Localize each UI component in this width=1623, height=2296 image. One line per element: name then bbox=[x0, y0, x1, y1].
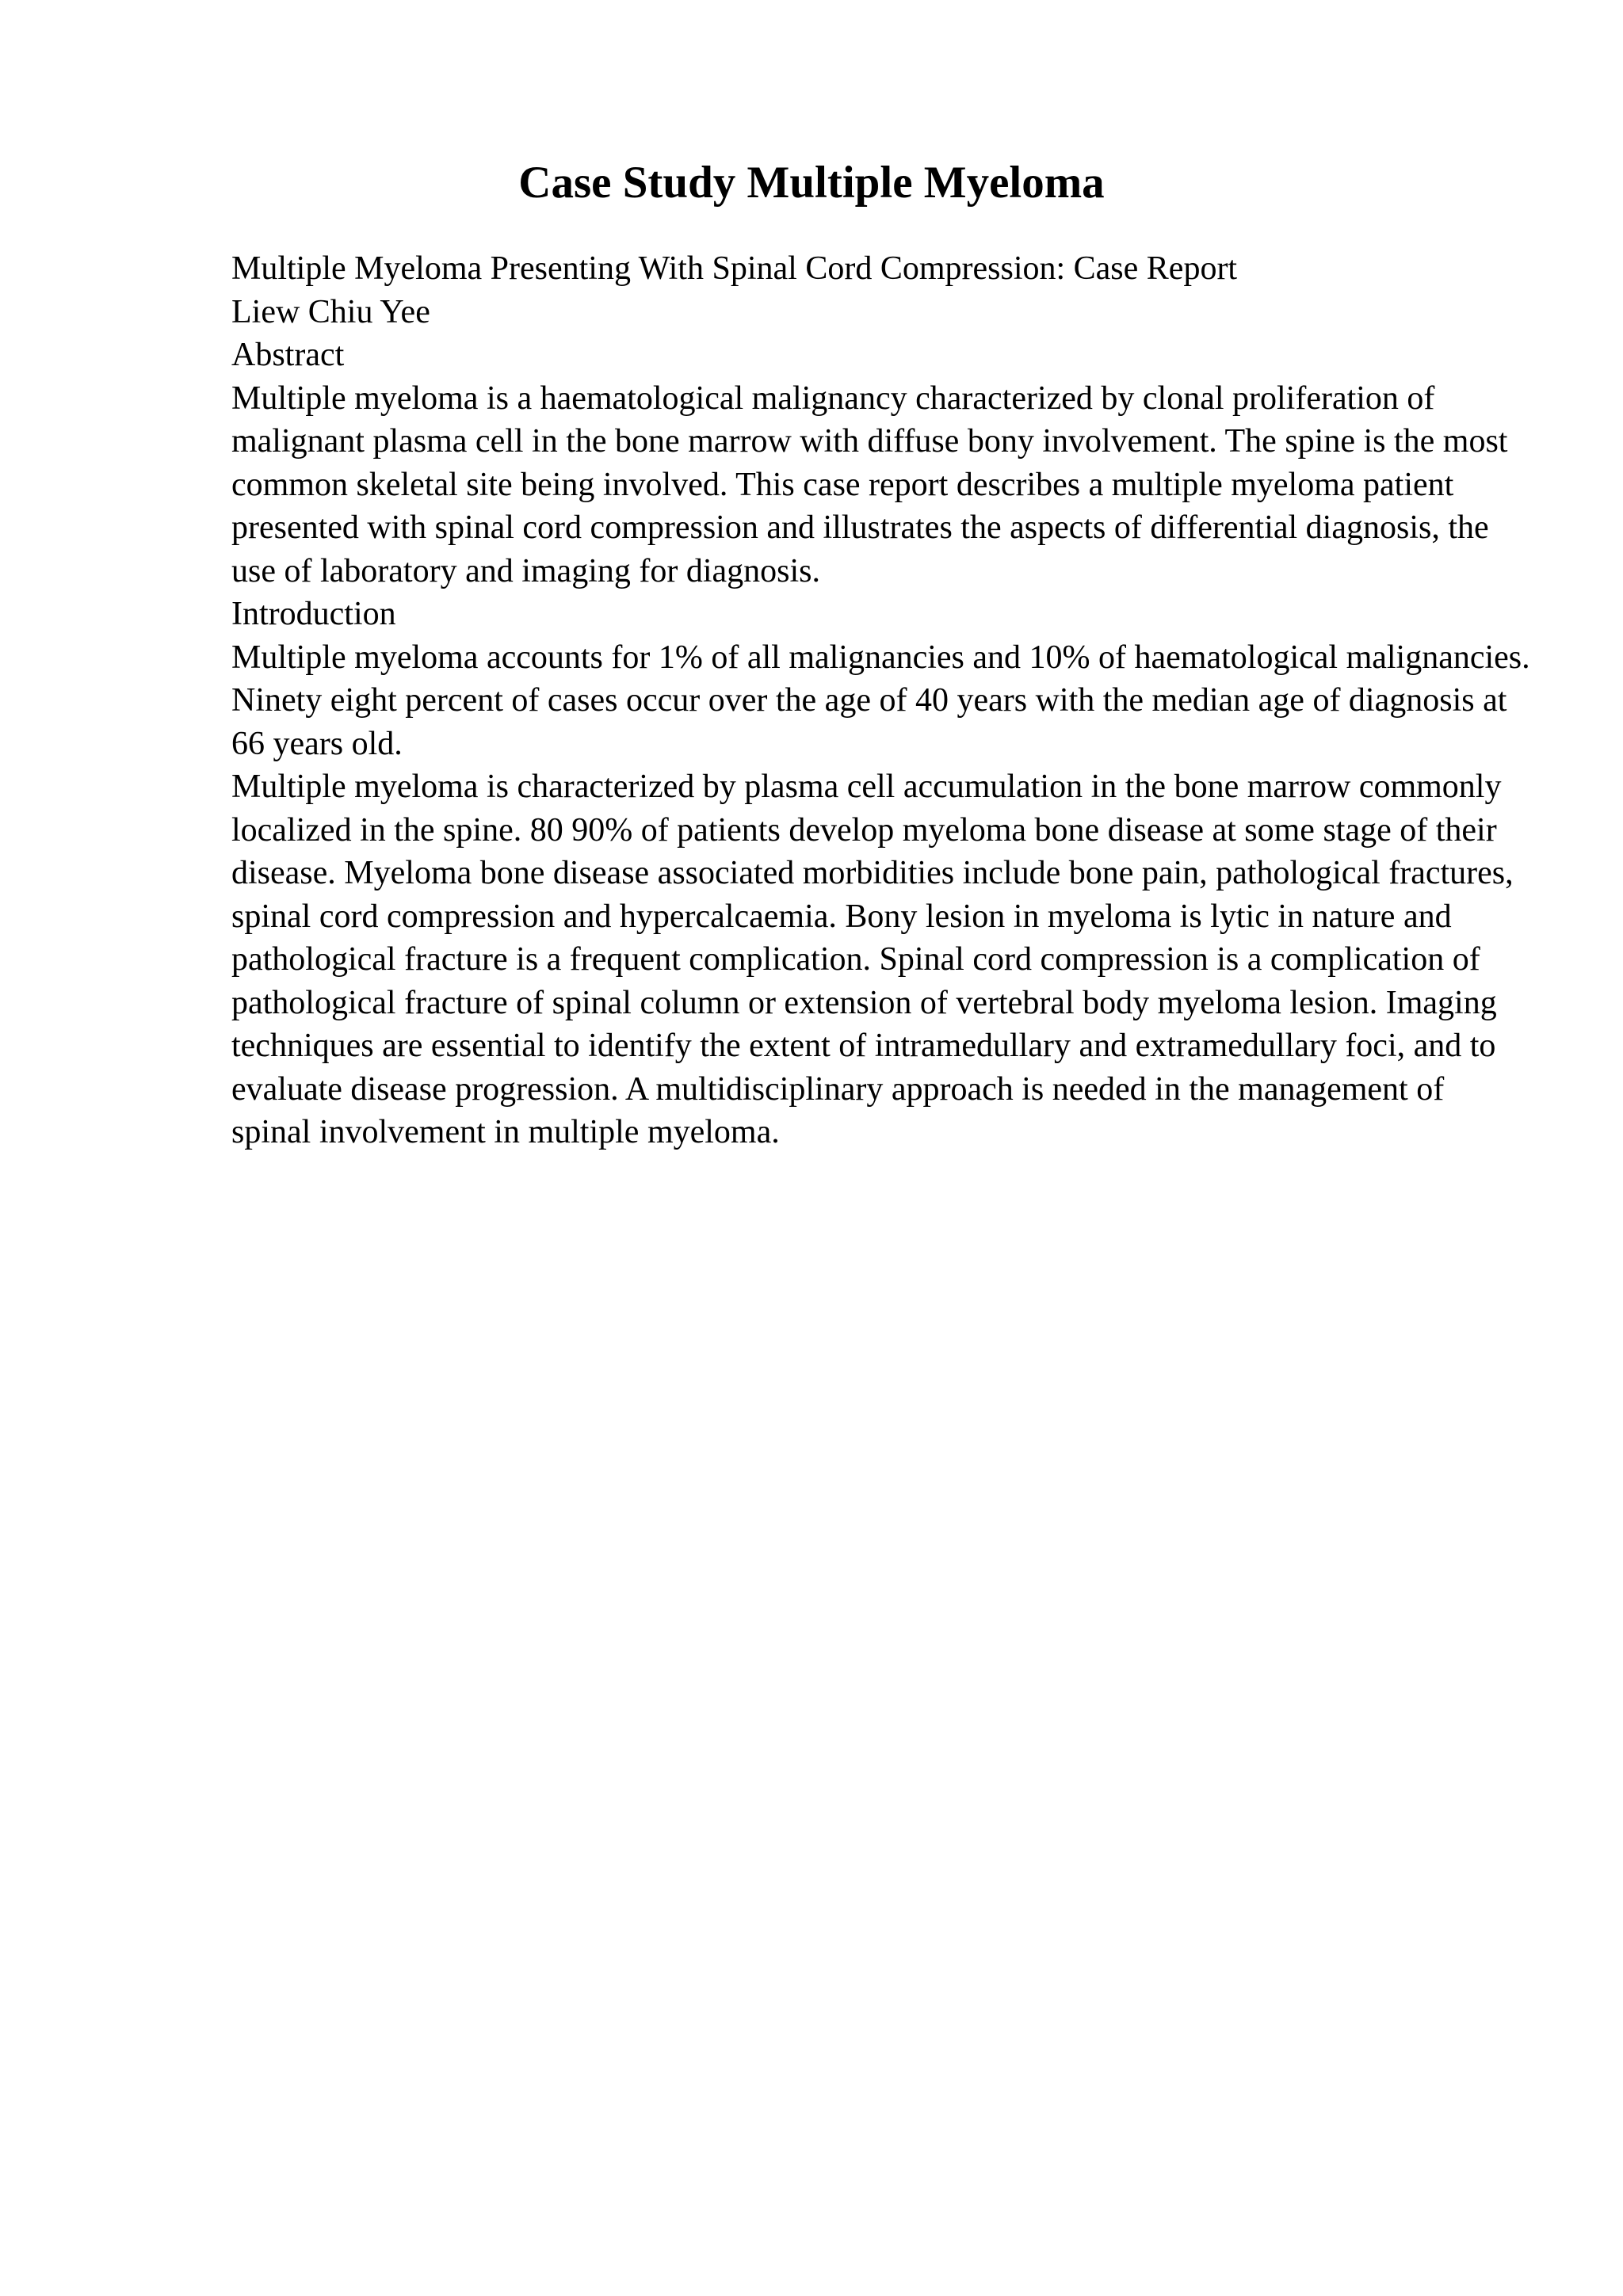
introduction-paragraph-1: Multiple myeloma accounts for 1% of all malignancies and 10% of haematological malignancies. Ninety eight percent of cases occur over the age of 40 years with the median age of diagnosis at 66 years old. bbox=[231, 639, 1530, 762]
abstract-paragraph: Multiple myeloma is a haematological malignancy characterized by clonal proliferation of malignant plasma cell in the bone marrow with diffuse bony involvement. The spine is the most common skeletal site being involved. This case report describes a multiple myeloma patient presented with spinal cord compression and illustrates the aspects of differential diagnosis, the use of laboratory and imaging for diagnosis. bbox=[231, 379, 1508, 589]
introduction-paragraph-2: Multiple myeloma is characterized by plasma cell accumulation in the bone marrow commonly localized in the spine. 80 90% of patients develop myeloma bone disease at some stage of their disease. Myeloma bone disease associated morbidities include bone pain, pathological fractures, spinal cord compression and hypercalcaemia. Bony lesion in myeloma is lytic in nature and pathological fracture is a frequent complication. Spinal cord compression is a complication of pathological fracture of spinal column or extension of vertebral body myeloma lesion. Imaging techniques are essential to identify the extent of intramedullary and extramedullary foci, and to evaluate disease progression. A multidisciplinary approach is needed in the management of spinal involvement in multiple myeloma. bbox=[231, 769, 1514, 1150]
report-title: Multiple Myeloma Presenting With Spinal Cord Compression: Case Report bbox=[231, 250, 1238, 287]
author-name: Liew Chiu Yee bbox=[231, 293, 430, 330]
document-title: Case Study Multiple Myeloma bbox=[518, 158, 1105, 208]
document-body bbox=[231, 247, 1531, 1154]
abstract-heading: Abstract bbox=[231, 337, 345, 373]
introduction-heading: Introduction bbox=[231, 596, 396, 632]
